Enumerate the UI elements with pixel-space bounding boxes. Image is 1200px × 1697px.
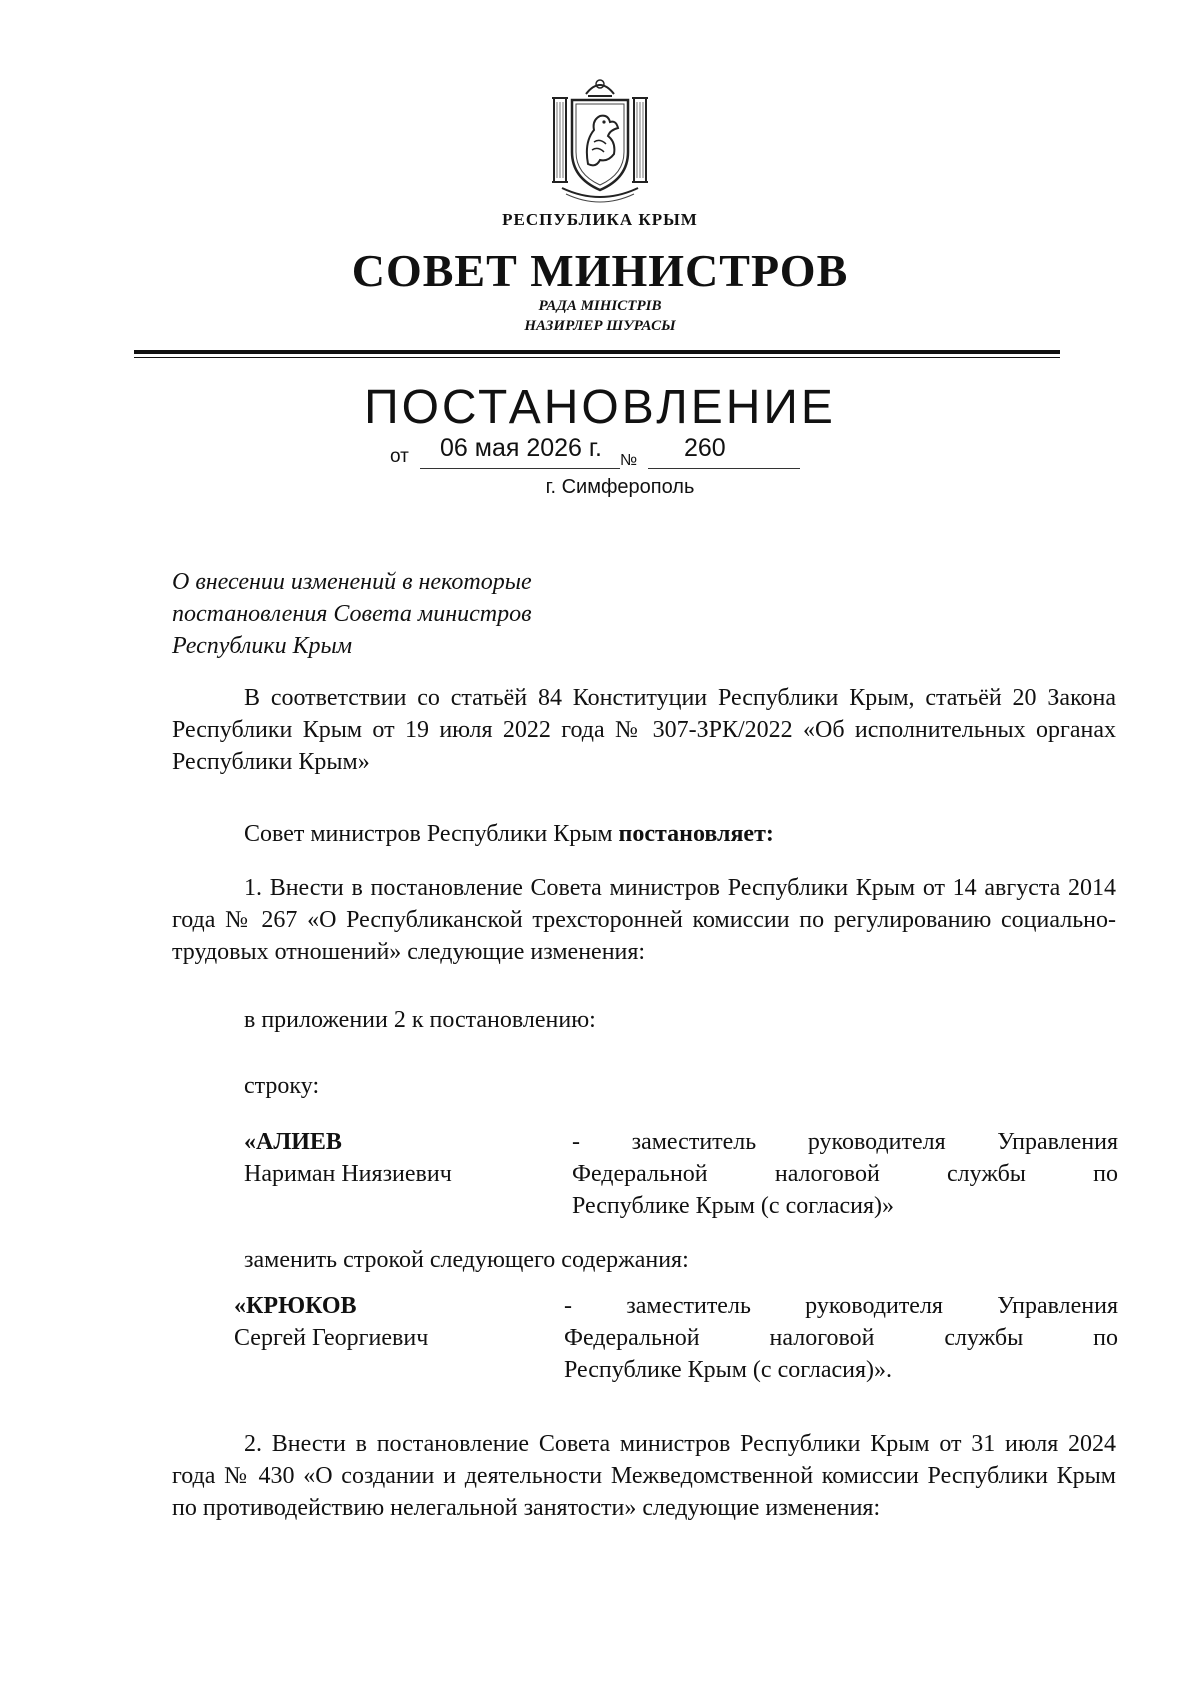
position-line: Федеральной налоговой службы по — [572, 1161, 1118, 1187]
position-line: Республике Крым (с согласия)» — [572, 1193, 895, 1219]
council-name-crimean-tatar: НАЗИРЛЕР ШУРАСЫ — [524, 318, 676, 334]
resolves-prefix: Совет министров Республики Крым — [244, 821, 613, 847]
number-underline — [648, 468, 800, 469]
resolves-keyword: постановляет: — [618, 821, 774, 847]
position-line: Федеральной налоговой службы по — [564, 1325, 1118, 1351]
title-line: О внесении изменений в некоторые — [172, 569, 532, 595]
item-2-paragraph: 2. Внести в постановление Совета министров Республики Крым от 31 июля 2024 года № 430 «О создании и деятельности Межведомственной комиссии Республики Крым по противодействию нелегальной занятости» следующие изменения: — [172, 1431, 1116, 1521]
council-name: СОВЕТ МИНИСТРОВ — [351, 245, 849, 296]
item-1-paragraph: 1. Внести в постановление Совета министров Республики Крым от 14 августа 2014 года № 267 «О Республиканской трехсторонней комиссии по регулированию социально-трудовых отношений» следующие изменения: — [172, 875, 1116, 965]
replace-line: заменить строкой следующего содержания: — [244, 1247, 689, 1273]
coat-of-arms-emblem — [548, 72, 652, 206]
number-label: № — [620, 452, 638, 469]
city-name: г. Симферополь — [545, 476, 695, 498]
old-person-surname-text: «АЛИЕВ — [244, 1129, 342, 1155]
new-person-surname — [234, 1290, 357, 1322]
resolves-line — [244, 818, 774, 850]
decree-number: 260 — [684, 434, 726, 462]
decree-title — [172, 566, 532, 662]
appendix-line: в приложении 2 к постановлению: — [244, 1007, 596, 1033]
old-person-position — [572, 1126, 1118, 1222]
republic-name: РЕСПУБЛИКА КРЫМ — [502, 210, 698, 229]
position-line: - заместитель руководителя Управления — [564, 1293, 1118, 1319]
date-underline — [420, 468, 620, 469]
new-person-given-name: Сергей Георгиевич — [234, 1325, 429, 1351]
title-line: Республики Крым — [172, 633, 353, 659]
date-prefix-label: от — [390, 446, 409, 467]
preamble-paragraph: В соответствии со статьёй 84 Конституции Республики Крым, статьёй 20 Закона Республики Крым от 19 июля 2022 года № 307-ЗРК/2022 «Об исполнительных органах Республики Крым» — [172, 685, 1116, 775]
decree-date: 06 мая 2026 г. — [440, 434, 602, 462]
header-rule-thin — [134, 357, 1060, 358]
old-person-given-name: Нариман Ниязиевич — [244, 1161, 452, 1187]
document-type: ПОСТАНОВЛЕНИЕ — [364, 381, 836, 434]
new-person-position — [564, 1290, 1118, 1386]
title-line: постановления Совета министров — [172, 601, 532, 627]
header-rule-thick — [134, 350, 1060, 354]
row-label: строку: — [244, 1073, 320, 1099]
position-line: - заместитель руководителя Управления — [572, 1129, 1118, 1155]
old-person-surname — [244, 1126, 342, 1158]
position-line: Республике Крым (с согласия)». — [564, 1357, 893, 1383]
new-person-surname-text: «КРЮКОВ — [234, 1293, 357, 1319]
council-name-ukrainian: РАДА МІНІСТРІВ — [538, 298, 662, 314]
